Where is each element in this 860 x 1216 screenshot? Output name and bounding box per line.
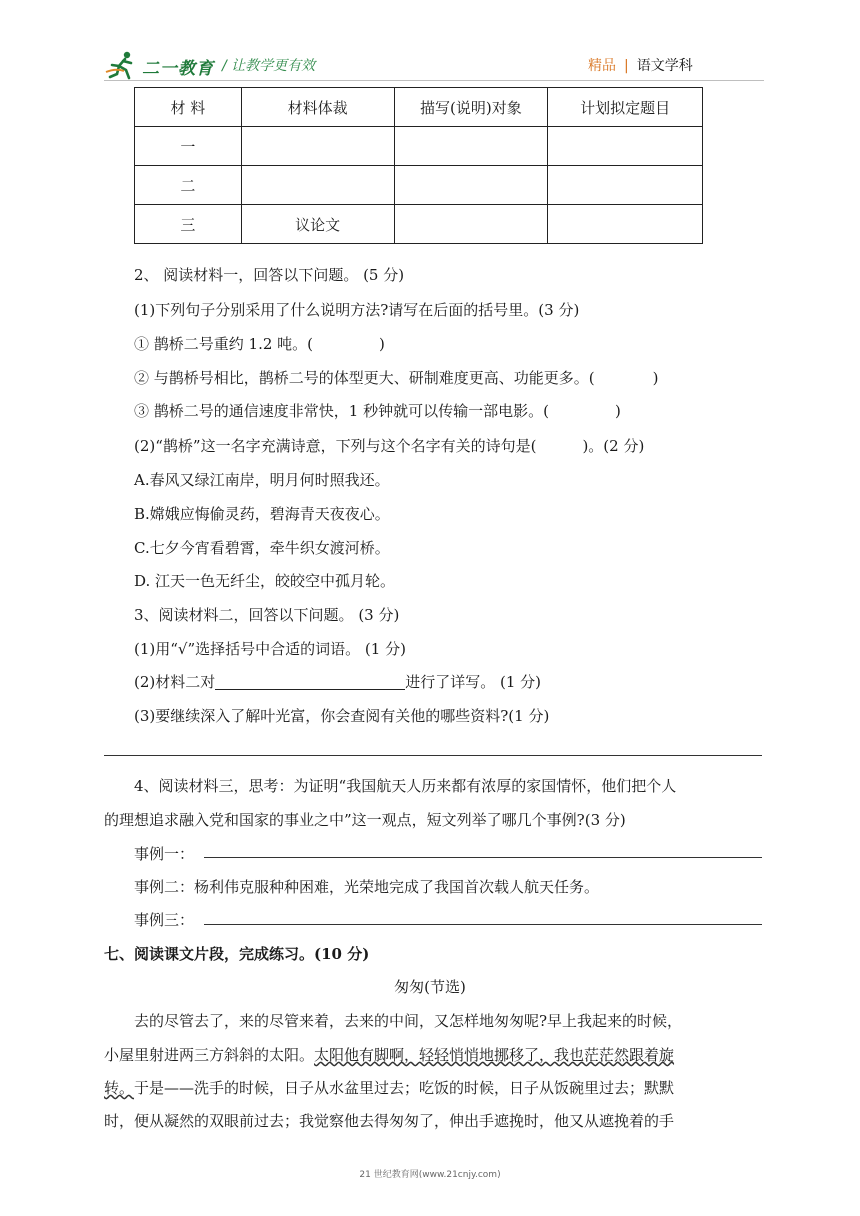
table-row — [135, 205, 703, 244]
subject-label: 语文学科 — [636, 58, 693, 74]
header-rule — [104, 80, 764, 81]
running-man-logo-icon — [104, 50, 140, 80]
table-cell: 议论文 — [241, 205, 394, 244]
table-cell: 一 — [135, 127, 242, 166]
answer-line[interactable] — [204, 924, 762, 925]
q2-s1-text: ① 鹊桥二号重约 1.2 吨。( — [134, 335, 314, 353]
q3-sub3: (3)要继续深入了解叶光富，你会查阅有关他的哪些资料?(1 分) — [134, 707, 550, 725]
q4-line1: 4、阅读材料三，思考：为证明“我国航天人历来都有浓厚的家国情怀，他们把个人 — [134, 777, 677, 795]
q3-sub1: (1)用“√”选择括号中合适的词语。 (1 分) — [134, 640, 406, 658]
table-cell — [394, 205, 548, 244]
q2-sentence-1 — [134, 334, 385, 354]
q3-sub2 — [134, 672, 541, 692]
passage-text: 小屋里射进两三方斜斜的太阳。 — [104, 1046, 315, 1064]
q3-sub2-text: (2)材料二对 — [134, 673, 216, 691]
q2-sub2-score: )。(2 分) — [582, 437, 645, 455]
q4-example-2: 事例二：杨利伟克服种种困难，光荣地完成了我国首次载人航天任务。 — [134, 878, 600, 896]
close-paren: ) — [379, 335, 385, 353]
table-cell — [241, 166, 394, 205]
passage-line-2 — [104, 1045, 674, 1065]
table-header-cell: 材 料 — [135, 88, 242, 127]
material-table — [134, 87, 703, 244]
table-cell — [241, 127, 394, 166]
header-separator: | — [624, 58, 629, 74]
footer: 21 世纪教育网(www.21cnjy.com) — [359, 1170, 501, 1180]
close-paren: ) — [652, 369, 659, 387]
close-paren: ) — [614, 402, 621, 420]
table-cell — [394, 166, 548, 205]
q2-sentence-3 — [134, 401, 621, 421]
q4-example-1-label: 事例一： — [134, 845, 195, 863]
q3-title: 3、阅读材料二，回答以下问题。 (3 分) — [134, 606, 400, 624]
q4-line2: 的理想追求融入党和国家的事业之中”这一观点，短文列举了哪几个事例?(3 分) — [104, 811, 626, 829]
header-right — [588, 55, 693, 75]
quality-label: 精品 — [588, 58, 616, 74]
q2-option-c: C.七夕今宵看碧霄，牵牛织女渡河桥。 — [134, 539, 390, 557]
table-cell: 二 — [135, 166, 242, 205]
table-header-cell: 描写(说明)对象 — [394, 88, 548, 127]
table-row — [135, 127, 703, 166]
table-cell — [548, 127, 703, 166]
q2-sub2-text: (2)“鹊桥”这一名字充满诗意，下列与这个名字有关的诗句是( — [134, 437, 537, 455]
q2-option-b: B.嫦娥应悔偷灵药，碧海青天夜夜心。 — [134, 505, 390, 523]
q2-s3-text: ③ 鹊桥二号的通信速度非常快，1 秒钟就可以传输一部电影。( — [134, 402, 549, 420]
answer-line[interactable] — [204, 857, 762, 858]
passage-line-3 — [104, 1078, 674, 1098]
passage-line-4: 时，便从凝然的双眼前过去；我觉察他去得匆匆了，伸出手遮挽时，他又从遮挽着的手 — [104, 1112, 675, 1130]
q2-s2-text: ② 与鹊桥号相比，鹊桥二号的体型更大、研制难度更高、功能更多。( — [134, 369, 595, 387]
section-7-title: 七、阅读课文片段，完成练习。(10 分) — [104, 945, 370, 963]
table-cell: 三 — [135, 205, 242, 244]
passage-line-1: 去的尽管去了，来的尽管来着，去来的中间，又怎样地匆匆呢?早上我起来的时候， — [134, 1012, 683, 1030]
q4-example-3-label: 事例三： — [134, 911, 195, 929]
logo-text: 二一教育 — [142, 59, 214, 79]
q2-option-a: A.春风又绿江南岸，明月何时照我还。 — [134, 471, 390, 489]
q3-sub2-rest: 进行了详写。 (1 分) — [405, 673, 542, 691]
wavy-underlined-sentence: 转。 — [104, 1079, 135, 1097]
q2-sub2 — [134, 436, 644, 456]
q2-sentence-2 — [134, 368, 658, 388]
answer-line[interactable] — [104, 755, 762, 756]
passage-text: 于是——洗手的时候，日子从水盆里过去；吃饭的时候，日子从饭碗里过去；默默 — [134, 1079, 675, 1097]
table-cell — [548, 205, 703, 244]
wavy-underlined-sentence: 太阳他有脚啊，轻轻悄悄地挪移了，我也茫茫然跟着旋 — [314, 1046, 675, 1064]
table-header-row — [135, 88, 703, 127]
q2-title: 2、 阅读材料一，回答以下问题。 (5 分) — [134, 266, 405, 284]
table-header-cell: 计划拟定题目 — [548, 88, 703, 127]
answer-line[interactable] — [215, 673, 405, 690]
slogan: / 让教学更有效 — [222, 58, 316, 74]
table-row — [135, 166, 703, 205]
q2-option-d: D. 江天一色无纤尘，皎皎空中孤月轮。 — [134, 572, 396, 590]
passage-title: 匆匆(节选) — [394, 978, 466, 996]
table-header-cell: 材料体裁 — [241, 88, 394, 127]
table-cell — [548, 166, 703, 205]
table-cell — [394, 127, 548, 166]
q2-sub1: (1)下列句子分别采用了什么说明方法?请写在后面的括号里。(3 分) — [134, 301, 580, 319]
